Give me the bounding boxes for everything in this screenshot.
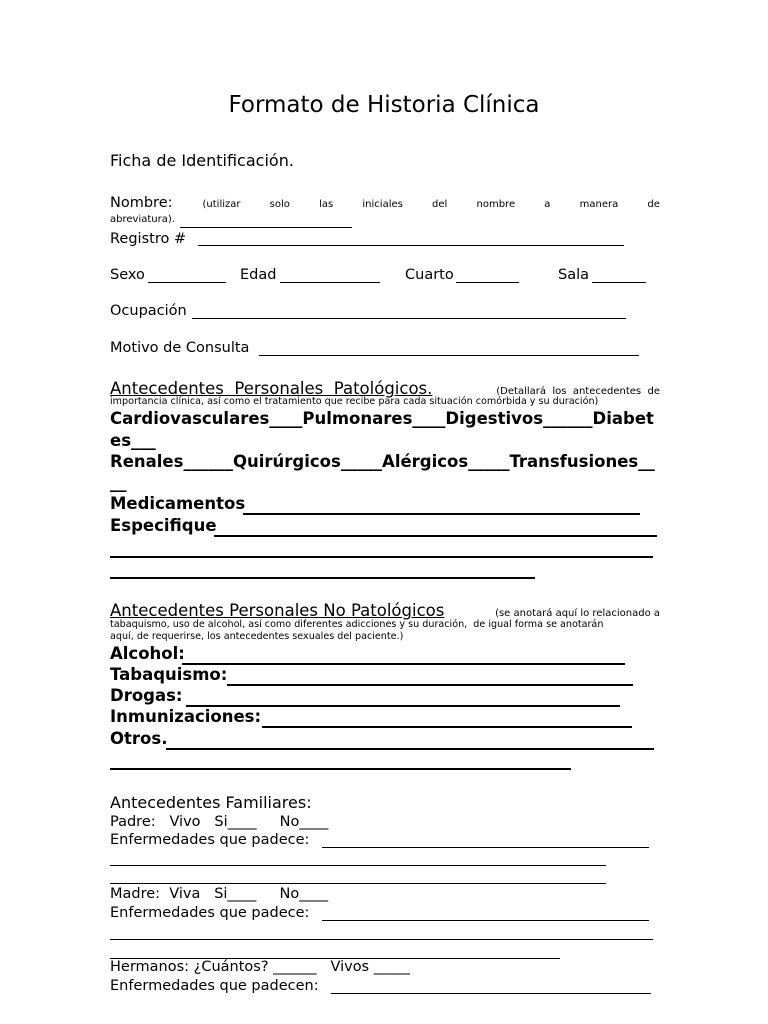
no-patologicos-heading-row	[110, 601, 660, 620]
nombre-note-word: nombre	[476, 199, 516, 210]
madre-enfermedades-label: Enfermedades que padece:	[110, 905, 310, 921]
especifique-line[interactable]	[214, 535, 657, 537]
nombre-note-word: solo	[269, 199, 290, 210]
sala-line[interactable]	[592, 282, 646, 283]
medicamentos-line[interactable]	[243, 513, 640, 515]
registro-line[interactable]	[198, 245, 624, 246]
padre-enfermedades-label: Enfermedades que padece:	[110, 832, 310, 848]
patologicos-list-2: es___	[110, 431, 156, 450]
section-heading-identificacion: Ficha de Identificación.	[110, 151, 294, 170]
hermanos-enfermedades-label: Enfermedades que padecen:	[110, 978, 319, 994]
inmunizaciones-label: Inmunizaciones:	[110, 707, 267, 726]
madre-enfermedades-line[interactable]	[322, 920, 649, 921]
nombre-label: Nombre:	[110, 195, 173, 211]
nombre-note-word: del	[432, 199, 448, 210]
edad-label: Edad	[240, 267, 277, 283]
tabaquismo-label: Tabaquismo:	[110, 665, 228, 684]
nombre-note-word: las	[319, 199, 334, 210]
nombre-row	[110, 195, 660, 209]
nombre-note-word: a	[544, 199, 551, 210]
nombre-note-end: abreviatura).	[110, 214, 175, 225]
section-heading-familiares: Antecedentes Familiares:	[110, 793, 312, 812]
cuarto-label: Cuarto	[405, 267, 454, 283]
registro-label: Registro #	[110, 231, 191, 247]
nombre-note	[203, 199, 661, 210]
tabaquismo-line[interactable]	[227, 684, 633, 686]
hermanos-enfermedades-line[interactable]	[331, 993, 651, 994]
alcohol-label: Alcohol:	[110, 644, 185, 663]
motivo-line[interactable]	[259, 355, 639, 356]
hermanos-row: Hermanos: ¿Cuántos? ______ Vivos _____	[110, 959, 410, 975]
otros-line[interactable]	[166, 748, 654, 750]
inmunizaciones-line[interactable]	[262, 726, 632, 728]
motivo-label: Motivo de Consulta	[110, 340, 250, 356]
nombre-line[interactable]	[180, 227, 352, 228]
patologicos-note-line: importancia clínica, así como el tratamiento que recibe para cada situación comórbida y su duración)	[110, 396, 599, 407]
padre-enfermedades-line-2[interactable]	[110, 865, 606, 866]
patologicos-list-4: __	[110, 473, 127, 492]
sexo-label: Sexo	[110, 267, 145, 283]
madre-row: Madre: Viva Si____ No____	[110, 886, 329, 902]
drogas-label: Drogas:	[110, 686, 189, 705]
nombre-note-word: iniciales	[362, 199, 403, 210]
padre-enfermedades-line[interactable]	[322, 847, 649, 848]
madre-enfermedades-line-2[interactable]	[110, 939, 653, 940]
section-heading-no-patologicos: Antecedentes Personales No Patológicos	[110, 601, 445, 620]
no-patologicos-note: (se anotará aquí lo relacionado a	[491, 608, 660, 619]
padre-enfermedades-line-3[interactable]	[110, 883, 606, 884]
no-patologicos-note-line: aquí, de requerirse, los antecedentes sexuales del paciente.)	[110, 631, 404, 642]
cuarto-line[interactable]	[456, 282, 519, 283]
nombre-note-word: de	[647, 199, 660, 210]
section-heading-patologicos: Antecedentes Personales Patológicos.	[110, 379, 433, 398]
especifique-line-2[interactable]	[110, 556, 653, 558]
nombre-note-word: manera	[579, 199, 619, 210]
patologicos-list-3: Renales______Quirúrgicos_____Alérgicos_____Transfusiones__	[110, 452, 655, 471]
nombre-note-word: (utilizar	[202, 199, 241, 210]
edad-line[interactable]	[280, 282, 380, 283]
sexo-line[interactable]	[148, 282, 226, 283]
patologicos-note: (Detallará los antecedentes de	[496, 386, 660, 397]
alcohol-line[interactable]	[182, 663, 625, 665]
ocupacion-label: Ocupación	[110, 303, 187, 319]
otros-label: Otros.	[110, 729, 168, 748]
medicamentos-label: Medicamentos	[110, 494, 246, 513]
page-title: Formato de Historia Clínica	[228, 92, 540, 118]
sala-label: Sala	[558, 267, 590, 283]
otros-line-2[interactable]	[110, 768, 571, 770]
especifique-label: Especifique	[110, 516, 217, 535]
especifique-line-3[interactable]	[110, 577, 535, 579]
no-patologicos-note-line: tabaquismo, uso de alcohol, así como diferentes adicciones y su duración, de igual forma se anotarán	[110, 619, 604, 630]
padre-row: Padre: Vivo Si____ No____	[110, 814, 329, 830]
patologicos-list-1: Cardiovasculares____Pulmonares____Digestivos______Diabet	[110, 409, 654, 428]
ocupacion-line[interactable]	[192, 318, 626, 319]
